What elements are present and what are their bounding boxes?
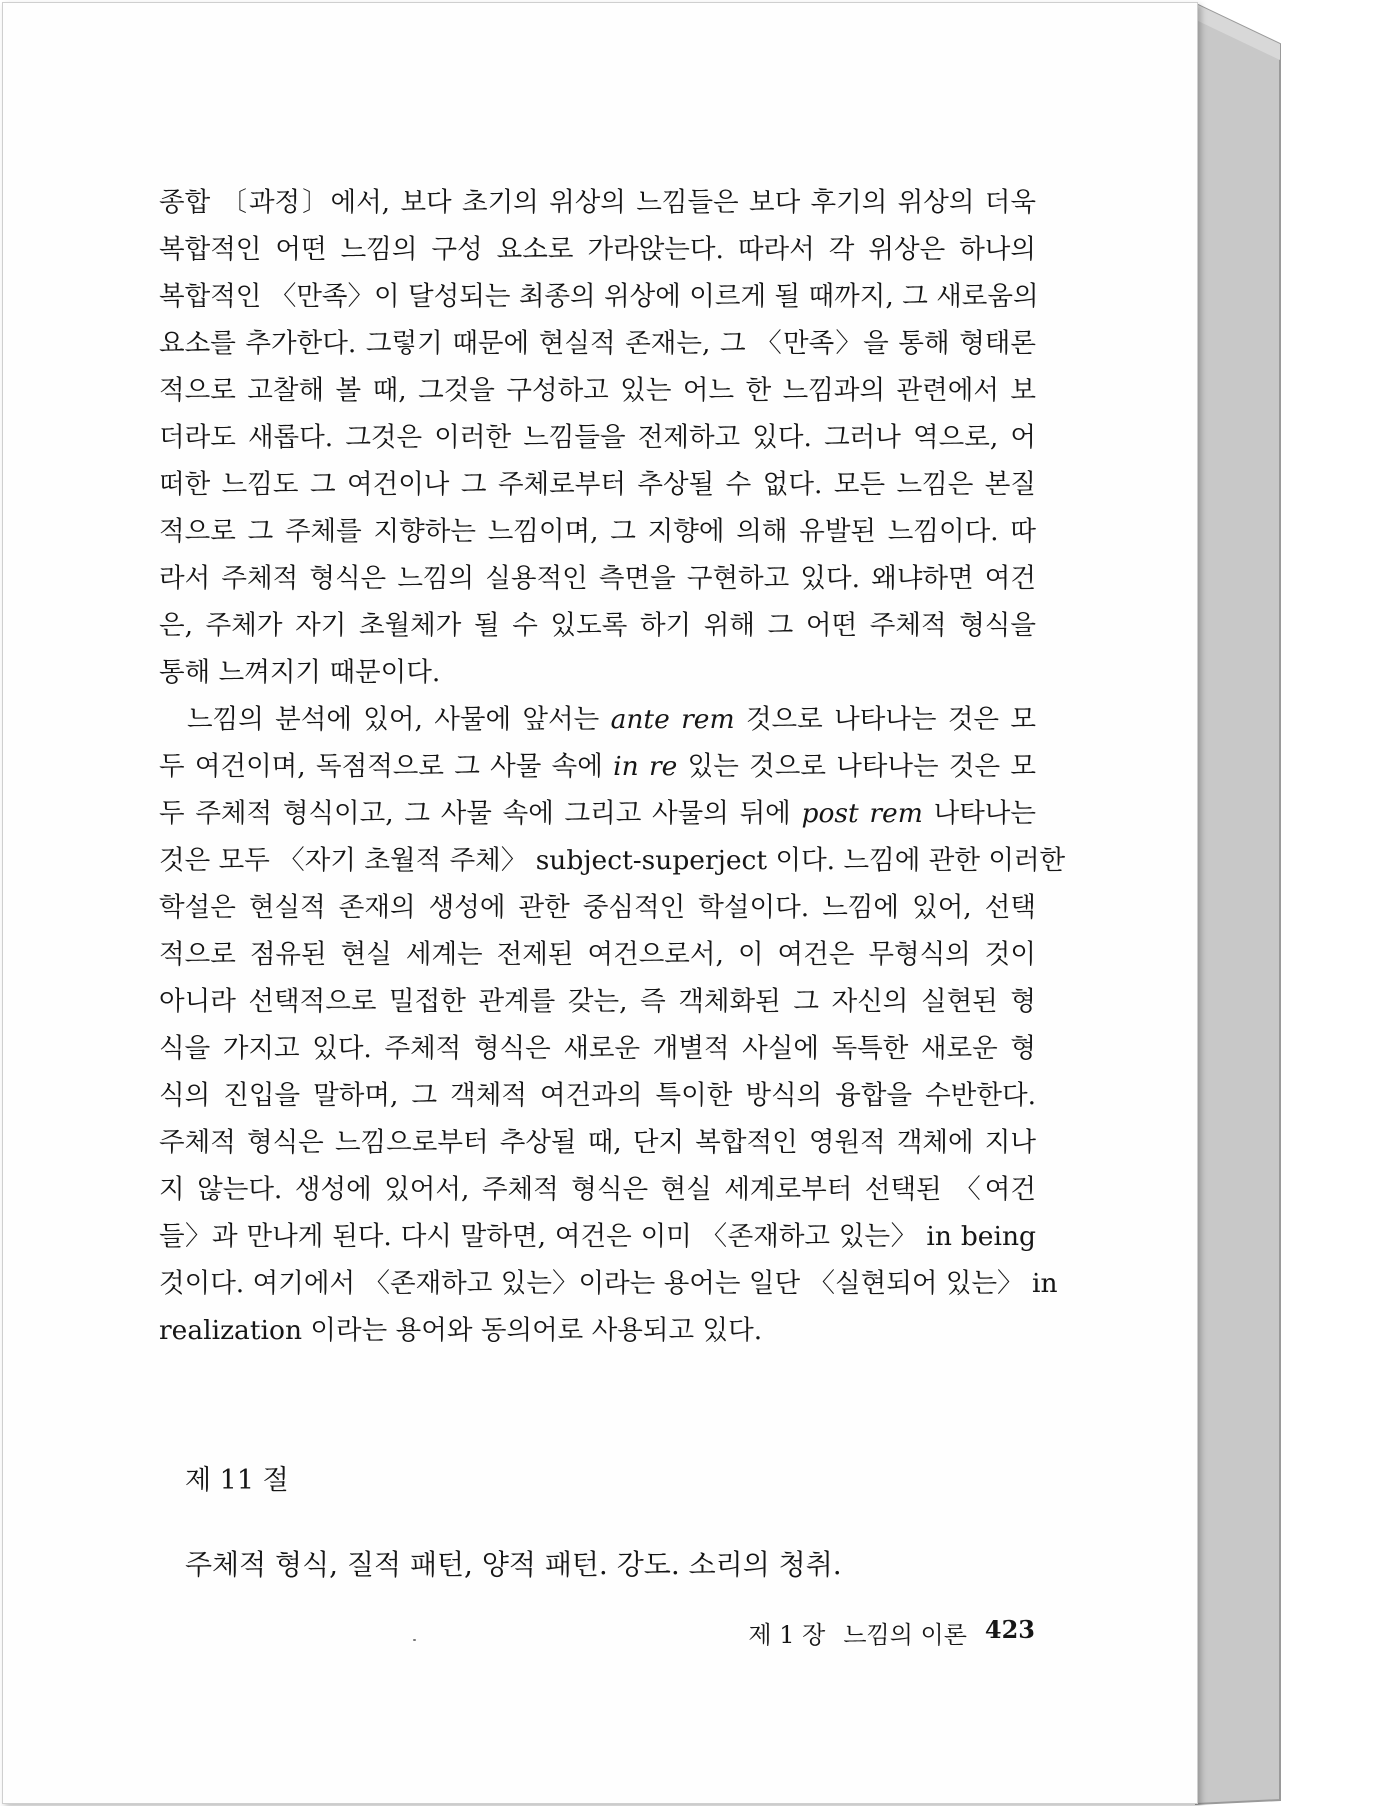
text-line: 식의 진입을 말하며, 그 객체적 여건과의 특이한 방식의 융합을 수반한다. [159,1080,1036,1111]
text-segment: 느낌의 분석에 있어, 사물에 앞서는 [187,704,611,735]
text-line: 들〉과 만나게 된다. 다시 말하면, 여건은 이미 〈존재하고 있는〉 in being [159,1221,1036,1252]
body-text [159,179,1066,1354]
latin-term: in re [613,751,678,782]
text-line: 은, 주체가 자기 초월체가 될 수 있도록 하기 위해 그 어떤 주체적 형식을 [159,610,1036,641]
latin-term: post rem [801,798,923,829]
text-line: 복합적인 〈만족〉이 달성되는 최종의 위상에 이르게 될 때까지, 그 새로움의 [159,281,1039,312]
text-line: 통해 느껴지기 때문이다. [159,657,441,688]
text-segment: 있는 것으로 나타나는 것은 모 [677,751,1036,782]
paragraph-2 [159,696,1066,1354]
section-title: 주체적 형식, 질적 패턴, 양적 패턴. 강도. 소리의 청취. [185,1548,842,1581]
text-line: 학설은 현실적 존재의 생성에 관한 중심적인 학설이다. 느낌에 있어, 선택 [159,892,1036,923]
text-line: 적으로 그 주체를 지향하는 느낌이며, 그 지향에 의해 유발된 느낌이다. 따 [159,516,1036,547]
text-line [159,790,1036,837]
text-line: 더라도 새롭다. 그것은 이러한 느낌들을 전제하고 있다. 그러나 역으로, 어 [159,422,1036,453]
text-segment: 나타나는 [922,798,1036,829]
chapter-number: 제 1 장 [748,1621,826,1649]
page-number: 423 [984,1615,1035,1644]
text-line: 것이다. 여기에서 〈존재하고 있는〉이라는 용어는 일단 〈실현되어 있는〉 in [159,1268,1058,1299]
text-line: 떠한 느낌도 그 여건이나 그 주체로부터 추상될 수 없다. 모든 느낌은 본질 [159,469,1036,500]
text-segment: 두 여건이며, 독점적으로 그 사물 속에 [159,751,614,782]
text-line [159,696,1036,743]
text-line: 것은 모두 〈자기 초월적 주체〉 subject-superject 이다. 느낌에 관한 이러한 [159,845,1066,876]
text-line: 적으로 고찰해 볼 때, 그것을 구성하고 있는 어느 한 느낌과의 관련에서 보 [159,375,1036,406]
text-line: 아니라 선택적으로 밀접한 관계를 갖는, 즉 객체화된 그 자신의 실현된 형 [159,986,1036,1017]
text-line: 요소를 추가한다. 그렇기 때문에 현실적 존재는, 그 〈만족〉을 통해 형태론 [159,328,1036,359]
text-line [159,743,1036,790]
text-line: 라서 주체적 형식은 느낌의 실용적인 측면을 구현하고 있다. 왜냐하면 여건 [159,563,1036,594]
latin-term: ante rem [610,704,735,735]
text-line: 적으로 점유된 현실 세계는 전제된 여건으로서, 이 여건은 무형식의 것이 [159,939,1036,970]
print-speck [413,1639,416,1641]
book-page [2,2,1198,1804]
text-line: 종합 〔과정〕에서, 보다 초기의 위상의 느낌들은 보다 후기의 위상의 더욱 [159,187,1036,218]
text-line: 주체적 형식은 느낌으로부터 추상될 때, 단지 복합적인 영원적 객체에 지나 [159,1127,1036,1158]
text-line: 식을 가지고 있다. 주체적 형식은 새로운 개별적 사실에 독특한 새로운 형 [159,1033,1036,1064]
chapter-title: 느낌의 이론 [843,1621,967,1649]
section-number: 제 11 절 [185,1465,289,1496]
text-segment: 두 주체적 형식이고, 그 사물 속에 그리고 사물의 뒤에 [159,798,802,829]
text-line: 복합적인 어떤 느낌의 구성 요소로 가라앉는다. 따라서 각 위상은 하나의 [159,234,1036,265]
text-line: realization 이라는 용어와 동의어로 사용되고 있다. [159,1315,763,1346]
text-segment: 것으로 나타나는 것은 모 [734,704,1036,735]
text-line: 지 않는다. 생성에 있어서, 주체적 형식은 현실 세계로부터 선택된 〈여건 [159,1174,1036,1205]
paragraph-1 [159,179,1039,696]
page-footer [703,1615,1035,1650]
